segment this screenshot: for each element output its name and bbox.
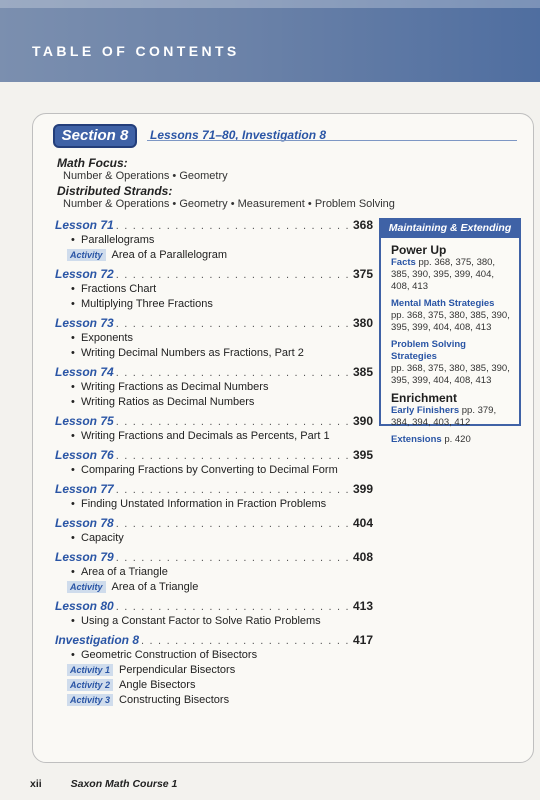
- lesson-heading[interactable]: [55, 482, 373, 498]
- lesson-entry: [55, 365, 373, 411]
- topic-title: Capacity: [81, 532, 124, 544]
- lesson-heading[interactable]: [55, 550, 373, 566]
- lesson-entry: [55, 599, 373, 630]
- topic-title: Fractions Chart: [81, 283, 157, 295]
- lesson-page-number: 399: [352, 482, 373, 496]
- bullet-icon: •: [71, 298, 75, 310]
- topic-title: Writing Fractions and Decimals as Percents, Part 1: [81, 430, 330, 442]
- math-focus-text: Number & Operations • Geometry: [63, 170, 228, 182]
- bullet-icon: •: [71, 498, 75, 510]
- activity-badge: Activity 2: [67, 679, 113, 691]
- lesson-page-number: 375: [352, 267, 373, 281]
- facts-label: Facts: [391, 257, 416, 268]
- topic-row: [55, 649, 373, 664]
- topic-title: Writing Ratios as Decimal Numbers: [81, 396, 255, 408]
- activity-row: [55, 679, 373, 694]
- early-finishers-pages: pp. 379, 384, 394, 403, 412: [391, 405, 497, 428]
- bullet-icon: •: [71, 649, 75, 661]
- lesson-entry: [55, 448, 373, 479]
- lesson-entry: [55, 550, 373, 596]
- section-lessons-label: Lessons 71–80, Investigation 8: [150, 128, 327, 142]
- dot-leader: [116, 269, 351, 281]
- topic-title: Finding Unstated Information in Fraction Problems: [81, 498, 327, 510]
- lesson-title[interactable]: Lesson 78: [55, 516, 114, 530]
- bullet-icon: •: [71, 396, 75, 408]
- lesson-title[interactable]: Lesson 74: [55, 365, 114, 379]
- topic-title: Geometric Construction of Bisectors: [81, 649, 258, 661]
- section-panel: [32, 113, 534, 763]
- topic-row: [55, 430, 373, 445]
- page-footer: [30, 778, 177, 790]
- lesson-title[interactable]: Investigation 8: [55, 633, 140, 647]
- bullet-icon: •: [71, 464, 75, 476]
- page-title: TABLE OF CONTENTS: [32, 43, 240, 59]
- dot-leader: [116, 552, 351, 564]
- lesson-heading[interactable]: [55, 448, 373, 464]
- topic-row: [55, 532, 373, 547]
- lesson-entry: [55, 633, 373, 709]
- early-finishers-label: Early Finishers: [391, 405, 460, 416]
- lesson-entry: [55, 218, 373, 264]
- activity-title: Constructing Bisectors: [119, 694, 230, 706]
- topic-row: [55, 332, 373, 347]
- lesson-heading[interactable]: [55, 365, 373, 381]
- bullet-icon: •: [71, 615, 75, 627]
- dot-leader: [116, 367, 351, 379]
- book-title: Saxon Math Course 1: [70, 778, 178, 790]
- facts-pages: pp. 368, 375, 380, 385, 390, 395, 399, 404, 408, 413: [391, 257, 496, 292]
- extensions-label: Extensions: [391, 434, 442, 445]
- activity-badge: Activity: [67, 581, 106, 593]
- topic-row: [55, 396, 373, 411]
- distributed-strands-label: Distributed Strands:: [57, 184, 173, 198]
- activity-row: [55, 581, 373, 596]
- dot-leader: [116, 416, 351, 428]
- lesson-heading[interactable]: [55, 267, 373, 283]
- lesson-page-number: 413: [352, 599, 373, 613]
- lesson-page-number: 408: [352, 550, 373, 564]
- topic-title: Writing Decimal Numbers as Fractions, Part 2: [81, 347, 304, 359]
- dot-leader: [141, 635, 351, 647]
- activity-badge: Activity 1: [67, 664, 113, 676]
- dot-leader: [116, 518, 351, 530]
- activity-badge: Activity: [67, 249, 106, 261]
- problem-solving-pages: pp. 368, 375, 380, 385, 390, 395, 399, 404, 408, 413: [391, 363, 510, 386]
- math-focus-label: Math Focus:: [57, 156, 128, 170]
- bullet-icon: •: [71, 430, 75, 442]
- section-rule: [147, 140, 517, 141]
- lesson-page-number: 390: [352, 414, 373, 428]
- topic-row: [55, 464, 373, 479]
- lesson-title[interactable]: Lesson 80: [55, 599, 114, 613]
- lesson-entry: [55, 516, 373, 547]
- topic-title: Parallelograms: [81, 234, 155, 246]
- bullet-icon: •: [71, 566, 75, 578]
- lesson-page-number: 368: [352, 218, 373, 232]
- bullet-icon: •: [71, 347, 75, 359]
- topic-row: [55, 283, 373, 298]
- lesson-heading[interactable]: [55, 218, 373, 234]
- mental-math-label: Mental Math Strategies: [391, 298, 495, 309]
- extensions-pages: p. 420: [444, 434, 471, 445]
- bullet-icon: •: [71, 283, 75, 295]
- distributed-strands-text: Number & Operations • Geometry • Measurement • Problem Solving: [63, 198, 395, 210]
- page-number: xii: [30, 778, 42, 790]
- lesson-title[interactable]: Lesson 77: [55, 482, 114, 496]
- lesson-page-number: 404: [352, 516, 373, 530]
- dot-leader: [116, 601, 351, 613]
- lesson-title[interactable]: Lesson 71: [55, 218, 114, 232]
- lesson-entry: [55, 316, 373, 362]
- lesson-page-number: 395: [352, 448, 373, 462]
- lesson-heading[interactable]: [55, 316, 373, 332]
- enrichment-heading: Enrichment: [391, 391, 458, 405]
- activity-title: Angle Bisectors: [119, 679, 196, 691]
- bullet-icon: •: [71, 532, 75, 544]
- lesson-heading[interactable]: [55, 516, 373, 532]
- lesson-title[interactable]: Lesson 76: [55, 448, 114, 462]
- section-badge: Section 8: [53, 124, 137, 148]
- power-up-heading: Power Up: [391, 243, 447, 257]
- activity-title: Area of a Parallelogram: [111, 249, 228, 261]
- lesson-title[interactable]: Lesson 72: [55, 267, 114, 281]
- topic-row: [55, 381, 373, 396]
- activity-badge: Activity 3: [67, 694, 113, 706]
- topic-title: Exponents: [81, 332, 133, 344]
- bullet-icon: •: [71, 381, 75, 393]
- lesson-entry: [55, 267, 373, 313]
- lesson-entry: [55, 414, 373, 445]
- topic-title: Multiplying Three Fractions: [81, 298, 213, 310]
- bullet-icon: •: [71, 234, 75, 246]
- topic-row: [55, 234, 373, 249]
- bullet-icon: •: [71, 332, 75, 344]
- lesson-heading[interactable]: [55, 633, 373, 649]
- lesson-page-number: 417: [352, 633, 373, 647]
- lesson-list: [55, 218, 373, 712]
- dot-leader: [116, 450, 351, 462]
- sidebar-title: Maintaining & Extending: [381, 220, 519, 238]
- dot-leader: [116, 318, 351, 330]
- lesson-title[interactable]: Lesson 75: [55, 414, 114, 428]
- topic-title: Comparing Fractions by Converting to Decimal Form: [81, 464, 338, 476]
- activity-row: [55, 249, 373, 264]
- header-bar: [0, 0, 540, 82]
- facts-entry: [391, 257, 513, 293]
- lesson-page-number: 380: [352, 316, 373, 330]
- topic-row: [55, 566, 373, 581]
- activity-row: [55, 694, 373, 709]
- topic-row: [55, 347, 373, 362]
- dot-leader: [116, 220, 351, 232]
- maintaining-extending-box: [379, 218, 521, 445]
- problem-solving-label: Problem Solving Strategies: [391, 339, 466, 362]
- dot-leader: [116, 484, 351, 496]
- lesson-entry: [55, 482, 373, 513]
- topic-title: Using a Constant Factor to Solve Ratio Problems: [81, 615, 321, 627]
- lesson-page-number: 385: [352, 365, 373, 379]
- extensions-entry: [391, 434, 513, 446]
- topic-title: Writing Fractions as Decimal Numbers: [81, 381, 269, 393]
- activity-row: [55, 664, 373, 679]
- topic-title: Area of a Triangle: [81, 566, 168, 578]
- lesson-heading[interactable]: [55, 599, 373, 615]
- lesson-title[interactable]: Lesson 73: [55, 316, 114, 330]
- lesson-heading[interactable]: [55, 414, 373, 430]
- activity-title: Area of a Triangle: [111, 581, 199, 593]
- activity-title: Perpendicular Bisectors: [119, 664, 236, 676]
- topic-row: [55, 298, 373, 313]
- topic-row: [55, 498, 373, 513]
- mental-math-pages: pp. 368, 375, 380, 385, 390, 395, 399, 404, 408, 413: [391, 310, 510, 333]
- early-finishers-entry: [391, 405, 513, 429]
- topic-row: [55, 615, 373, 630]
- lesson-title[interactable]: Lesson 79: [55, 550, 114, 564]
